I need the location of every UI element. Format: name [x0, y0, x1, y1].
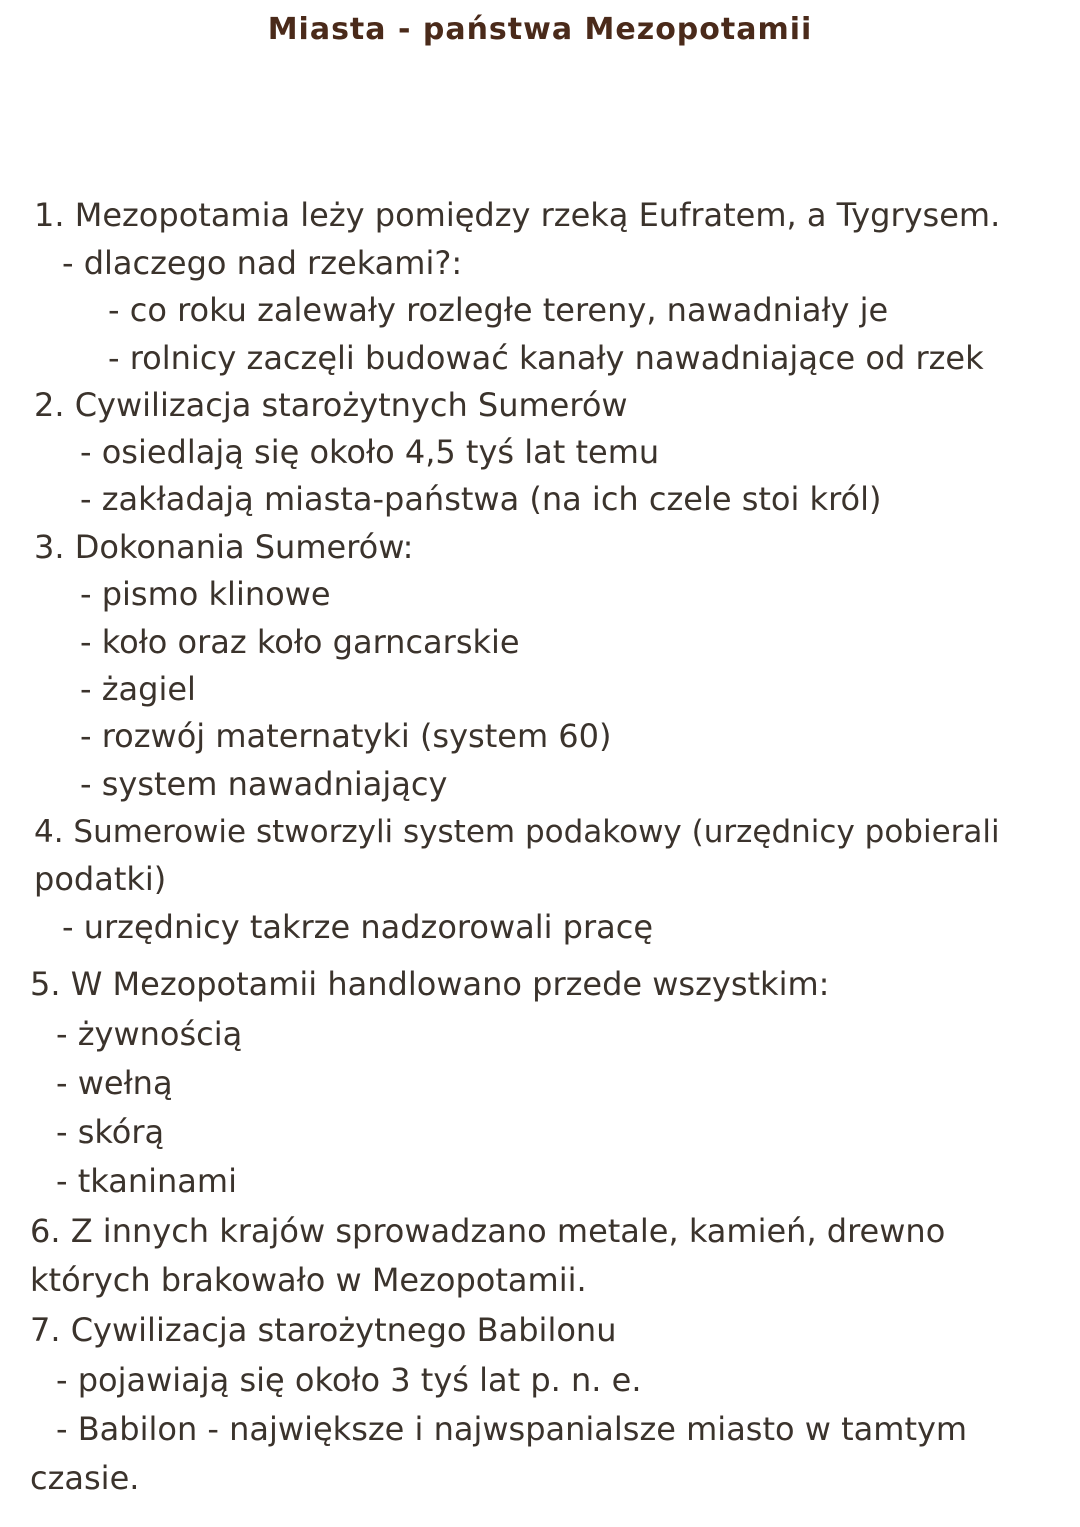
- list-item-5: 5. W Mezopotamii handlowano przede wszystkim:: [30, 965, 830, 1003]
- list-subitem: - żagiel: [80, 670, 196, 708]
- list-subitem: - pismo klinowe: [80, 575, 331, 613]
- list-item-6: 6. Z innych krajów sprowadzano metale, kamień, drewno: [30, 1212, 946, 1250]
- list-item-1: 1. Mezopotamia leży pomiędzy rzeką Eufratem, a Tygrysem.: [34, 196, 1001, 234]
- list-item-7: 7. Cywilizacja starożytnego Babilonu: [30, 1311, 617, 1349]
- list-item-4: 4. Sumerowie stworzyli system podakowy (urzędnicy pobierali: [34, 814, 1000, 850]
- list-item-2: 2. Cywilizacja starożytnych Sumerów: [34, 386, 628, 424]
- list-subitem: - żywnością: [56, 1015, 243, 1053]
- list-subitem: - tkaninami: [56, 1162, 237, 1200]
- list-item-6-continuation: których brakowało w Mezopotamii.: [30, 1261, 587, 1299]
- list-item-4-continuation: podatki): [34, 860, 167, 898]
- list-subitem: - osiedlają się około 4,5 tyś lat temu: [80, 433, 660, 471]
- list-subitem: - pojawiają się około 3 tyś lat p. n. e.: [56, 1361, 642, 1399]
- list-subitem: - zakładają miasta-państwa (na ich czele stoi król): [80, 480, 882, 518]
- list-subitem: - rolnicy zaczęli budować kanały nawadniające od rzek: [108, 339, 984, 377]
- list-item-3: 3. Dokonania Sumerów:: [34, 528, 414, 566]
- list-subitem: - skórą: [56, 1113, 165, 1151]
- list-subitem: - wełną: [56, 1064, 173, 1102]
- list-subitem: - urzędnicy takrze nadzorowali pracę: [62, 908, 654, 946]
- list-subitem: - dlaczego nad rzekami?:: [62, 244, 463, 282]
- list-subitem: - system nawadniający: [80, 765, 448, 803]
- list-subitem: - koło oraz koło garncarskie: [80, 623, 520, 661]
- page-title: Miasta - państwa Mezopotamii: [267, 12, 813, 47]
- list-subitem: - co roku zalewały rozległe tereny, nawadniały je: [108, 291, 889, 329]
- list-subitem: - Babilon - największe i najwspanialsze miasto w tamtym: [56, 1410, 968, 1448]
- list-subitem: - rozwój maternatyki (system 60): [80, 717, 612, 755]
- list-subitem-continuation: czasie.: [30, 1459, 140, 1497]
